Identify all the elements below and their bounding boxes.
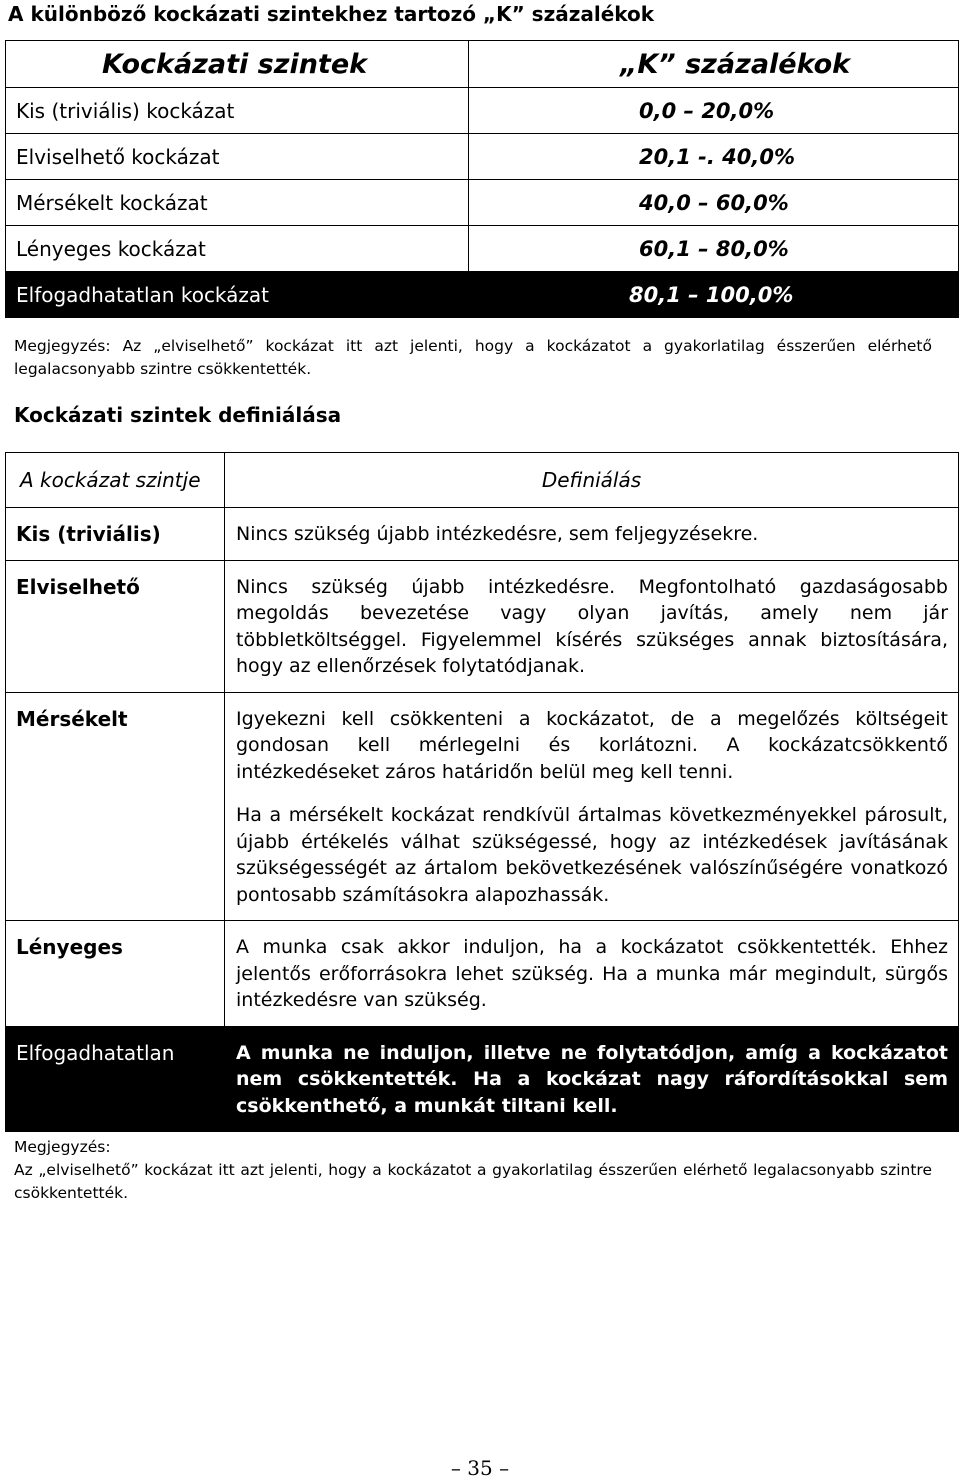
- definition-cell: [225, 692, 959, 921]
- level-cell: Lényeges kockázat: [6, 226, 469, 272]
- footnote: [14, 1136, 932, 1205]
- level-cell: [6, 921, 225, 1027]
- document-title: A különböző kockázati szintekhez tartozó „K” százalékok: [8, 2, 655, 26]
- table-row: [6, 88, 959, 134]
- header-risk-level: A kockázat szintje: [6, 453, 225, 508]
- table-row: [6, 134, 959, 180]
- table-row: [6, 692, 959, 921]
- table-header-row: [6, 41, 959, 88]
- percent-cell: 60,1 – 80,0%: [469, 226, 959, 272]
- table-row: [6, 226, 959, 272]
- header-risk-levels: Kockázati szintek: [6, 41, 469, 88]
- header-k-percent: „K” százalékok: [469, 41, 959, 88]
- definition-text: Ha a mérsékelt kockázat rendkívül ártalmas következményekkel párosult, újabb értékelés válhat szükségessé, hogy az intézkedések javításának szükségességét az ártalom bekövetkezésének valószínűségére vonatkozó pontosabb számításokra alapozhassák.: [236, 804, 948, 906]
- level-cell: [6, 692, 225, 921]
- level-cell: Elviselhető kockázat: [6, 134, 469, 180]
- table-row: [6, 508, 959, 561]
- definition-text: Nincs szükség újabb intézkedésre, sem feljegyzésekre.: [236, 523, 759, 545]
- level-label: Kis (triviális): [16, 522, 161, 546]
- header-definition: Definiálás: [225, 453, 959, 508]
- level-label: Elviselhető: [16, 574, 140, 599]
- level-cell: Mérsékelt kockázat: [6, 180, 469, 226]
- definition-cell: [225, 560, 959, 692]
- table-header-row: [6, 453, 959, 508]
- percent-cell: 0,0 – 20,0%: [469, 88, 959, 134]
- definition-text: Nincs szükség újabb intézkedésre. Megfontolható gazdaságosabb megoldás bevezetése vagy olyan javítás, amely nem jár többletköltséggel. Figyelemmel kísérés szükséges annak biztosítására, hogy az ellenőrzések folytatódjanak.: [236, 575, 948, 677]
- definition-cell: [225, 921, 959, 1027]
- table-row: [6, 180, 959, 226]
- level-label: Mérsékelt: [16, 706, 128, 731]
- risk-definition-table: [5, 452, 959, 1132]
- level-cell: Kis (triviális) kockázat: [6, 88, 469, 134]
- level-label: Elfogadhatatlan: [16, 1040, 175, 1065]
- table-row-highlighted: [6, 272, 959, 318]
- definition-text: A munka csak akkor induljon, ha a kockázatot csökkentették. Ehhez jelentős erőforrásokra lehet szükség. Ha a munka már megindult, sürgős intézkedésre van szükség.: [236, 936, 948, 1011]
- percent-cell: 40,0 – 60,0%: [469, 180, 959, 226]
- definition-cell: [225, 1026, 959, 1132]
- table-row: [6, 921, 959, 1027]
- level-cell: [6, 1026, 225, 1132]
- table-row-highlighted: [6, 1026, 959, 1132]
- level-label: Lényeges: [16, 935, 123, 959]
- footnote-text: Az „elviselhető” kockázat itt azt jelenti, hogy a kockázatot a gyakorlatilag ésszerűen elérhető legalacsonyabb szintre csökkentették.: [14, 1161, 932, 1202]
- definition-text: Igyekezni kell csökkenteni a kockázatot, de a megelőzés költségeit gondosan kell mérlegelni és korlátozni. A kockázatcsökkentő intézkedéseket záros határidőn belül meg kell tenni.: [236, 707, 948, 783]
- note-paragraph: Megjegyzés: Az „elviselhető” kockázat itt azt jelenti, hogy a kockázatot a gyakorlatilag ésszerűen elérhető legalacsonyabb szintre csökkentették.: [14, 337, 932, 378]
- table-row: [6, 560, 959, 692]
- definition-text: A munka ne induljon, illetve ne folytatódjon, amíg a kockázatot nem csökkentették. Ha a kockázat nagy ráfordításokkal sem csökkenthető, a munkát tiltani kell.: [236, 1041, 948, 1117]
- definition-cell: [225, 508, 959, 561]
- section-title: Kockázati szintek definiálása: [14, 403, 342, 427]
- level-cell: Elfogadhatatlan kockázat: [6, 272, 469, 318]
- level-cell: [6, 508, 225, 561]
- page-number: – 35 –: [450, 1456, 510, 1480]
- level-cell: [6, 560, 225, 692]
- risk-levels-table: [5, 40, 959, 318]
- percent-cell: 20,1 -. 40,0%: [469, 134, 959, 180]
- percent-cell: 80,1 – 100,0%: [469, 272, 959, 318]
- footnote-label: Megjegyzés:: [14, 1138, 111, 1156]
